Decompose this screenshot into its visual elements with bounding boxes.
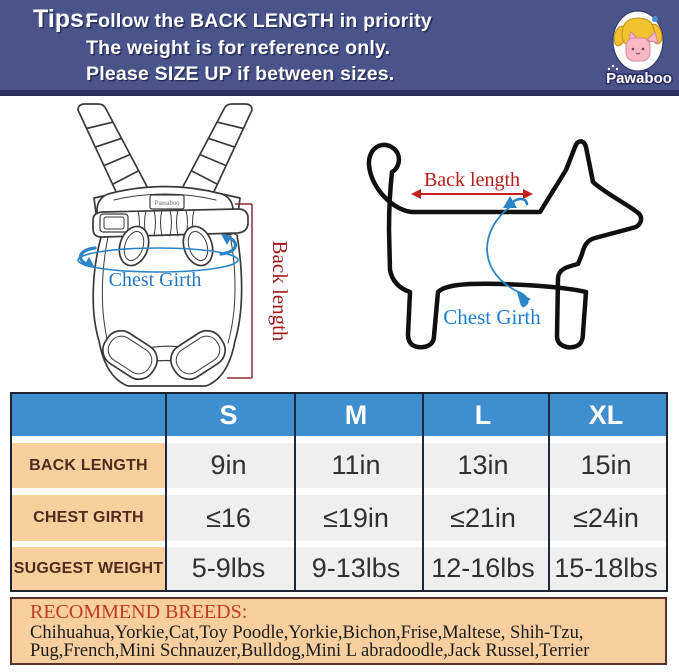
paw-dot	[612, 65, 614, 67]
measurement-diagrams	[0, 96, 679, 392]
column-header-m: M	[344, 399, 368, 430]
column-divider	[294, 394, 296, 590]
dog-back-length-label: Back length	[423, 169, 521, 191]
breeds-line-1: Chihuahua,Yorkie,Cat,Toy Poodle,Yorkie,Bichon,Frise,Maltese, Shih-Tzu,	[30, 623, 584, 643]
column-divider	[548, 394, 550, 590]
size-table	[10, 392, 668, 592]
carrier-chest-girth-label: Chest Girth	[108, 269, 202, 291]
table-header-row	[12, 394, 666, 436]
table-cell: ≤24in	[546, 495, 666, 541]
recommend-breeds-box	[10, 597, 667, 665]
table-cell: 9in	[165, 443, 292, 488]
table-cell: 5-9lbs	[165, 547, 292, 590]
carrier-tag-text: Pawaboo	[154, 201, 180, 207]
column-header-s: S	[219, 399, 238, 430]
table-cell: 11in	[292, 443, 420, 488]
table-row-suggest-weight	[12, 547, 666, 590]
corner-cell	[12, 394, 165, 436]
column-divider	[422, 394, 424, 590]
row-label: CHEST GIRTH	[12, 495, 165, 541]
column-header-xl: XL	[588, 399, 624, 430]
row-label: BACK LENGTH	[12, 443, 165, 488]
table-cell: ≤19in	[292, 495, 420, 541]
carrier-belt	[93, 209, 248, 237]
row-gap	[12, 488, 666, 495]
row-label: SUGGEST WEIGHT	[12, 547, 165, 590]
table-cell: 15-18lbs	[546, 547, 666, 590]
tip-line-1: Follow the BACK LENGTH in priority	[86, 10, 432, 32]
column-divider	[165, 394, 167, 590]
column-header-l: L	[474, 399, 492, 430]
tips-banner	[0, 0, 679, 90]
breeds-line-2: Pug,French,Mini Schnauzer,Bulldog,Mini L abradoodle,Jack Russel,Terrier	[30, 641, 590, 661]
table-row-back-length	[12, 443, 666, 488]
logo-wordmark: Pawaboo	[606, 70, 672, 87]
tip-line-2: The weight is for reference only.	[86, 37, 391, 59]
row-gap	[12, 436, 666, 443]
table-cell: 9-13lbs	[292, 547, 420, 590]
table-cell: 13in	[420, 443, 546, 488]
tips-label: Tips:	[33, 5, 93, 33]
table-cell: ≤16	[165, 495, 292, 541]
tip-line-3: Please SIZE UP if between sizes.	[86, 63, 395, 85]
table-cell: ≤21in	[420, 495, 546, 541]
dog-chest-girth-label: Chest Girth	[443, 305, 541, 329]
table-cell: 12-16lbs	[420, 547, 546, 590]
breeds-title: RECOMMEND BREEDS:	[30, 601, 248, 623]
table-row-chest-girth	[12, 495, 666, 541]
table-cell: 15in	[546, 443, 666, 488]
pawaboo-logo	[602, 5, 674, 91]
carrier-back-length-label: Back length	[268, 240, 292, 342]
carrier-illustration	[78, 104, 252, 386]
